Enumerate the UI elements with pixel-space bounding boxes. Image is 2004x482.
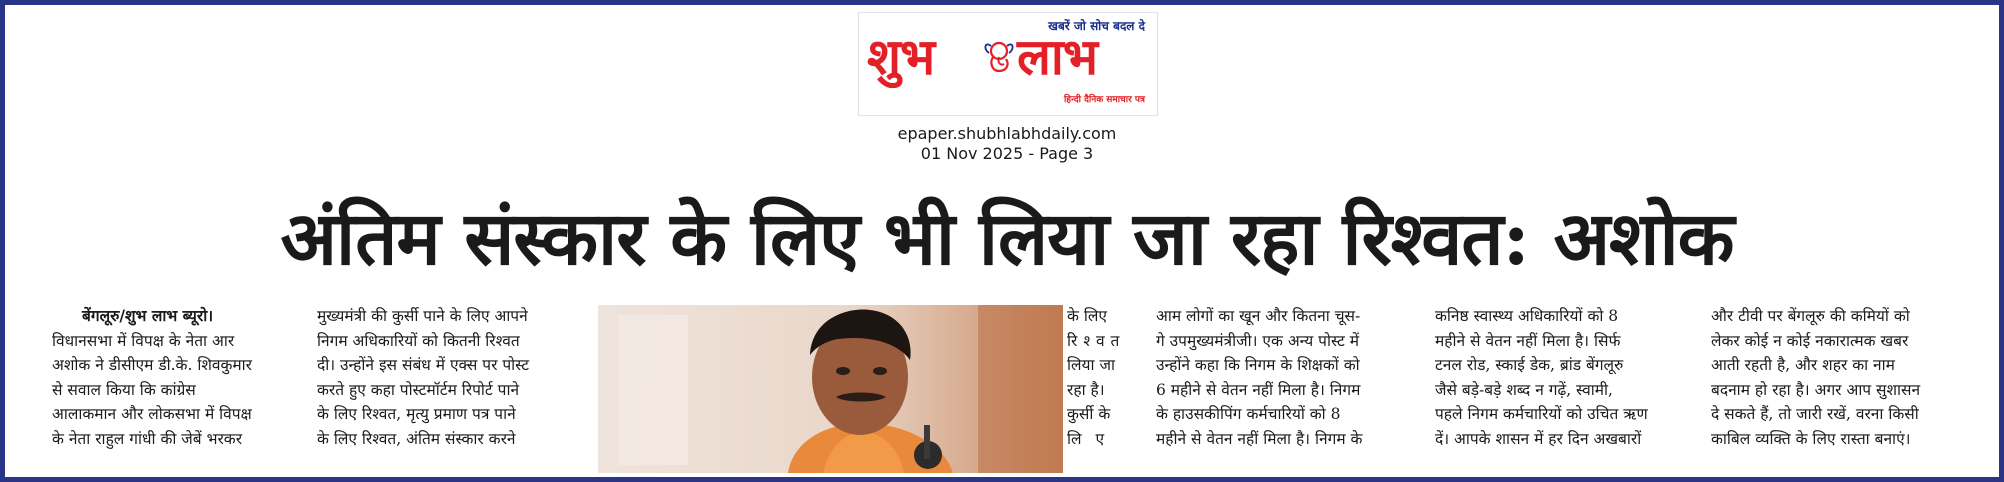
column-line: आती रहती है, और शहर का नाम	[1711, 356, 1895, 374]
column-line: महीने से वेतन नहीं मिला है। सिर्फ	[1435, 331, 1621, 350]
newspaper-masthead	[858, 12, 1158, 116]
column-line: के हाउसकीपिंग कर्मचारियों को 8	[1156, 405, 1341, 423]
column-line: उन्होंने कहा कि निगम के शिक्षकों को	[1156, 356, 1360, 374]
edition-url: epaper.shubhlabhdaily.com	[897, 124, 1117, 143]
column-line: दें। आपके शासन में हर दिन अखबारों	[1435, 429, 1642, 448]
brand-word-labh: लाभ	[1017, 27, 1097, 86]
column-line: दी। उन्होंने इस संबंध में एक्स पर पोस्ट	[317, 356, 530, 374]
column-line: करते हुए कहा पोस्टमॉर्टम रिपोर्ट पाने	[317, 380, 520, 399]
column-line: गे उपमुख्यमंत्रीजी। एक अन्य पोस्ट में	[1156, 331, 1360, 350]
column-line: रिश्वत	[1067, 331, 1126, 350]
brand-logo	[867, 27, 1157, 87]
column-line: टनल रोड, स्काई डेक, ब्रांड बेंगलूरु	[1435, 356, 1624, 374]
column-line: पहले निगम कर्मचारियों को उचित ऋण	[1435, 405, 1648, 423]
column-line: महीने से वेतन नहीं मिला है। निगम के	[1156, 429, 1363, 448]
article-column-2	[317, 304, 575, 451]
ganesha-icon	[979, 37, 1019, 77]
article-column-4	[1156, 304, 1412, 451]
column-line: रहा है।	[1067, 380, 1105, 399]
column-line: लेकर कोई न कोई नकारात्मक खबर	[1711, 331, 1909, 350]
article-column-1	[52, 304, 297, 451]
article-column-3	[1067, 304, 1131, 451]
column-line: बदनाम हो रहा है। अगर आप सुशासन	[1711, 380, 1921, 399]
article-headline: अंतिम संस्कार के लिए भी लिया जा रहा रिश्वत: अशोक	[280, 196, 1734, 282]
column-line: लिया जा	[1067, 356, 1115, 374]
column-line: निगम अधिकारियों को कितनी रिश्वत	[317, 331, 520, 350]
column-line: दे सकते हैं, तो जारी रखें, वरना किसी	[1711, 405, 1919, 423]
column-line: लिए	[1067, 429, 1119, 448]
masthead-tagline: खबरें जो सोच बदल दे	[1048, 19, 1145, 33]
column-line: कनिष्ठ स्वास्थ्य अधिकारियों को 8	[1435, 307, 1619, 325]
column-line: मुख्यमंत्री की कुर्सी पाने के लिए आपने	[317, 307, 528, 325]
column-line: के लिए रिश्वत, अंतिम संस्कार करने	[317, 429, 516, 448]
article-column-5	[1435, 304, 1691, 451]
brand-word-shubh: शुभ	[867, 27, 935, 86]
column-line: से सवाल किया कि कांग्रेस	[52, 380, 196, 399]
column-line: काबिल व्यक्ति के लिए रास्ता बनाएं।	[1711, 429, 1911, 448]
column-line: जैसे बड़े-बड़े शब्द न गढ़ें, स्वामी,	[1435, 380, 1613, 399]
masthead-subtagline: हिन्दी दैनिक समाचार पत्र	[1063, 95, 1145, 105]
article-photo	[598, 305, 1063, 473]
edition-date-page: 01 Nov 2025 - Page 3	[920, 144, 1094, 163]
column-line: के लिए	[1067, 307, 1107, 325]
article-dateline: बेंगलूरु/शुभ लाभ ब्यूरो।	[82, 306, 214, 325]
column-line: 6 महीने से वेतन नहीं मिला है। निगम	[1156, 380, 1361, 399]
column-line: विधानसभा में विपक्ष के नेता आर	[52, 331, 235, 350]
column-line: के लिए रिश्वत, मृत्यु प्रमाण पत्र पाने	[317, 405, 516, 423]
column-line: के नेता राहुल गांधी की जेबें भरकर	[52, 429, 243, 448]
column-line: कुर्सी के	[1067, 405, 1111, 423]
column-line: आलाकमान और लोकसभा में विपक्ष	[52, 405, 252, 423]
column-line: अशोक ने डीसीएम डी.के. शिवकुमार	[52, 356, 253, 374]
article-column-6	[1711, 304, 1971, 451]
politician-portrait-image	[598, 305, 1063, 473]
column-line: और टीवी पर बेंगलूरु की कमियों को	[1711, 307, 1910, 325]
column-line: आम लोगों का खून और कितना चूस-	[1156, 307, 1361, 325]
